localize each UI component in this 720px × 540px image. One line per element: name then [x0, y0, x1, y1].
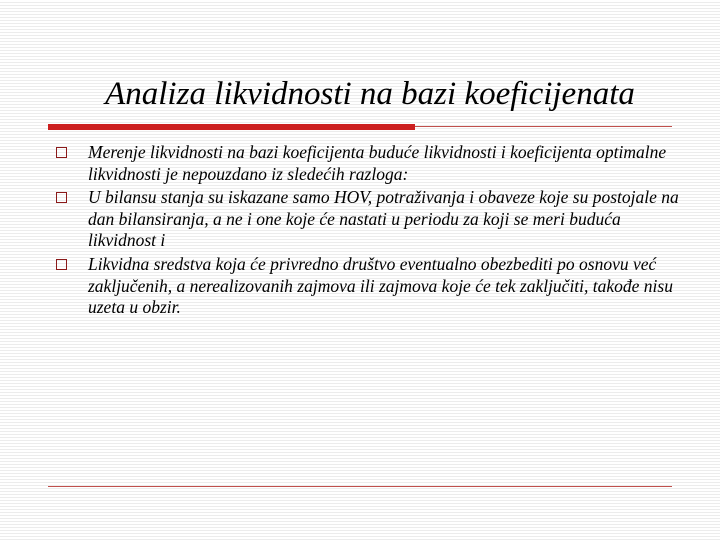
bullet-text: Merenje likvidnosti na bazi koeficijenta buduće likvidnosti i koeficijenta optimalne likvidnosti je nepouzdano iz sledećih razloga:: [88, 142, 667, 184]
bullet-item-2: [54, 187, 690, 252]
slide-title: Analiza likvidnosti na bazi koeficijenata: [105, 76, 635, 112]
hollow-square-bullet-icon: [56, 147, 67, 158]
title-divider-accent: [48, 124, 415, 130]
hollow-square-bullet-icon: [56, 259, 67, 270]
bullet-text: Likvidna sredstva koja će privredno društvo eventualno obezbediti po osnovu već zaključenih, a nerealizovanih zajmova ili zajmova koje će tek zaključiti, takođe nisu uzeta u obzir.: [88, 253, 673, 318]
bullet-text: U bilansu stanja su iskazane samo HOV, potraživanja i obaveze koje su postojale na dan bilansiranja, a ne i one koje će nastati u periodu za koji se meri buduća likvidnost i: [88, 187, 679, 251]
bullet-list: [54, 142, 690, 321]
bullet-item-1: [54, 142, 690, 185]
hollow-square-bullet-icon: [56, 192, 67, 203]
bullet-item-3: [54, 254, 690, 319]
footer-divider: [48, 486, 672, 487]
